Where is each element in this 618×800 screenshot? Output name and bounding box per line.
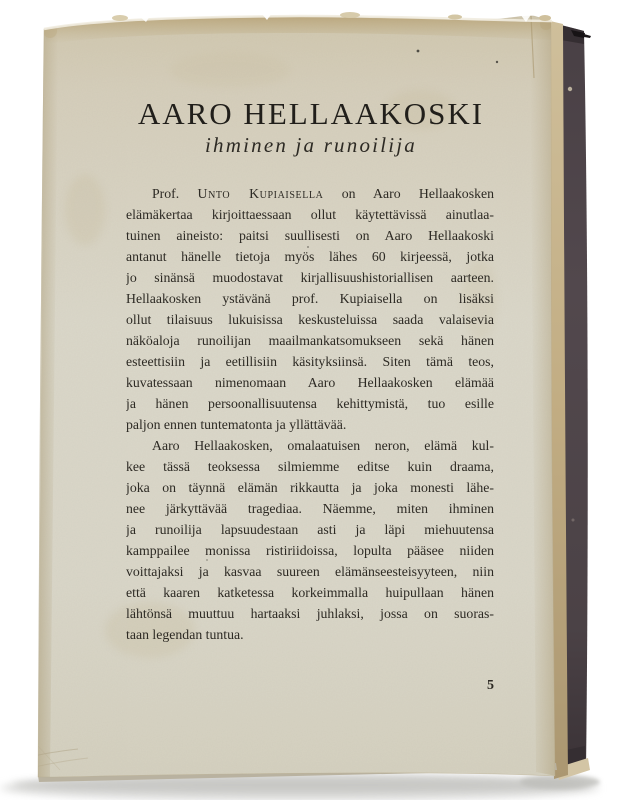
text-line: tuinen aineisto: paitsi suullisesti on Aaro Hellaakoski bbox=[126, 228, 494, 243]
book-subtitle: ihminen ja runoilija bbox=[205, 133, 417, 157]
text-line: joka on täynnä elämän rikkautta ja joka monesti lähe- bbox=[126, 480, 494, 495]
text-line: kee tässä teoksessa silmiemme editse kuin draama, bbox=[126, 459, 494, 474]
text-line: Prof. Unto Kupiaisella on Aaro Hellaakosken bbox=[152, 186, 494, 201]
text-line: elämäkertaa kirjoittaessaan ollut käytettävissä ainutlaa- bbox=[126, 207, 494, 222]
body-text bbox=[126, 183, 494, 645]
text-line: jo sinänsä muodostavat kirjallisuushistoriallisen aarteen. bbox=[126, 270, 494, 285]
text-line: ja runoilija lapsuudestaan asti ja läpi miehuutensa bbox=[126, 522, 494, 537]
text-line: ollut tilaisuus lukuisissa keskusteluissa saada valaisevia bbox=[126, 312, 494, 327]
text-line: antanut hänelle tietoja myös lähes 60 kirjeessä, jotka bbox=[126, 249, 494, 264]
text-line: ja hänen persoonallisuutensa kehittymistä, tuo esille bbox=[126, 396, 494, 411]
text-line: voittajaksi ja kasvaa suureen elämänseesteisyyteen, niin bbox=[126, 564, 494, 579]
text-line: taan legendan tuntua. bbox=[126, 627, 244, 642]
text-line: Aaro Hellaakosken, omalaatuisen neron, elämä kul- bbox=[152, 438, 494, 453]
text-line: Hellaakosken ystävänä prof. Kupiaisella on lisäksi bbox=[126, 291, 494, 306]
text-line: paljon ennen tuntematonta ja yllättävää. bbox=[126, 417, 347, 432]
text-line: kuvatessaan nimenomaan Aaro Hellaakosken elämää bbox=[126, 375, 494, 390]
text-line: kamppailee monissa ristiriidoissa, lopulta pääsee niiden bbox=[126, 543, 494, 558]
text-line: esteettisiin ja eetillisiin käsityksiinsä. Siten tämä teos, bbox=[126, 354, 494, 369]
text-line: nee järkyttävää tragediaa. Näemme, miten ihminen bbox=[126, 501, 494, 516]
text-line: että kaaren katketessa korkeimmalla huipullaan hänen bbox=[126, 585, 494, 600]
book-title: AARO HELLAAKOSKI bbox=[137, 96, 485, 131]
page-number: 5 bbox=[487, 678, 494, 693]
small-caps-name: Unto Kupiaisella bbox=[197, 186, 324, 201]
text-line: näköaloja runoilijan maailmankatsomukseen sekä hänen bbox=[126, 333, 494, 348]
text-line: lähtönsä muuttuu hartaaksi juhlaksi, jossa on suoras- bbox=[126, 606, 494, 621]
